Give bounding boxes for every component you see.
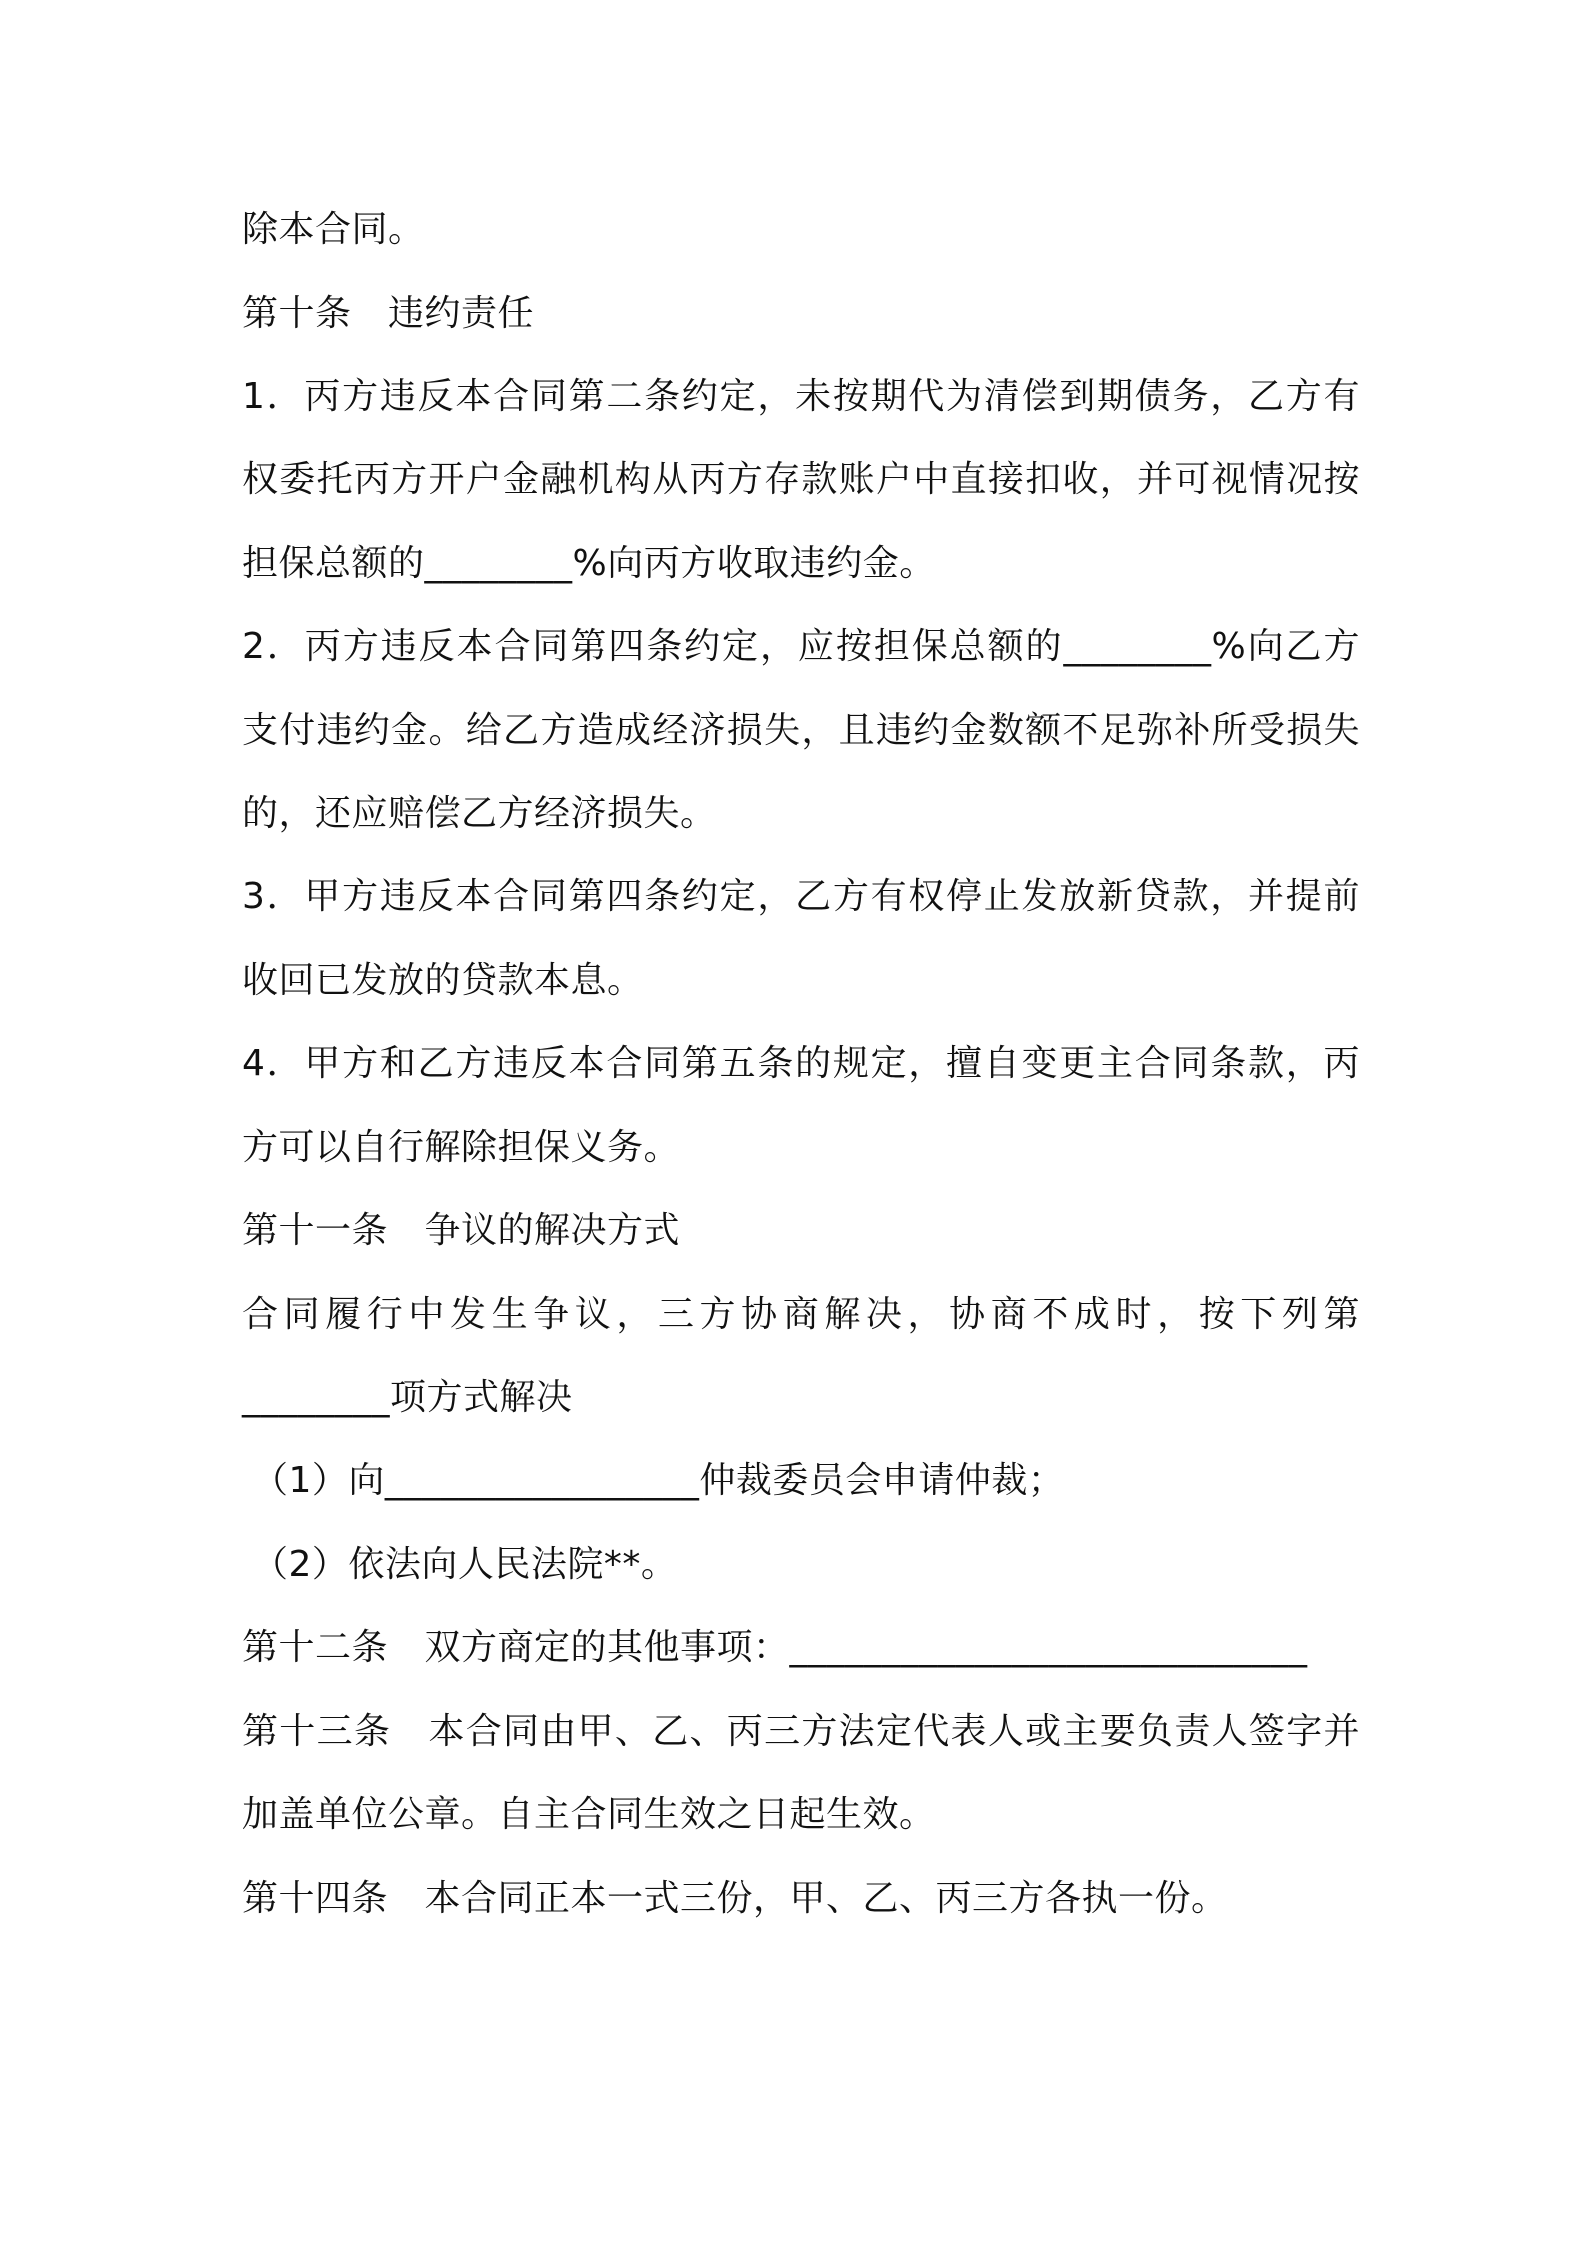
text-line: 权委托丙方开户金融机构从丙方存款账户中直接扣收，并可视情况按 [242, 459, 1360, 500]
text-line: 合同履行中发生争议，三方协商解决，协商不成时，按下列第 [242, 1294, 1360, 1335]
text-line: 的，还应赔偿乙方经济损失。 [242, 793, 717, 834]
text-line: 加盖单位公章。自主合同生效之日起生效。 [242, 1794, 936, 1835]
option-item: （1）向_________________仲裁委员会申请仲裁； [252, 1460, 1065, 1501]
option-item: （2）依法向人民法院**。 [252, 1544, 678, 1585]
text-line: 除本合同。 [242, 209, 425, 250]
text-line: 方可以自行解除担保义务。 [242, 1127, 681, 1168]
article-heading: 第十三条 本合同由甲、乙、丙三方法定代表人或主要负责人签字并 [242, 1711, 1360, 1752]
text-line: 3．甲方违反本合同第四条约定，乙方有权停止发放新贷款，并提前 [242, 876, 1360, 917]
article-heading: 第十四条 本合同正本一式三份，甲、乙、丙三方各执一份。 [242, 1878, 1228, 1919]
text-line: 支付违约金。给乙方造成经济损失，且违约金数额不足弥补所受损失 [242, 710, 1360, 751]
article-heading: 第十一条 争议的解决方式 [242, 1210, 681, 1251]
article-heading: 第十二条 双方商定的其他事项：____________________________ [242, 1627, 1308, 1668]
text-line: ________项方式解决 [242, 1377, 573, 1418]
text-line: 担保总额的________%向丙方收取违约金。 [242, 543, 936, 584]
text-line: 1．丙方违反本合同第二条约定，未按期代为清偿到期债务，乙方有 [242, 376, 1360, 417]
article-heading: 第十条 违约责任 [242, 293, 535, 334]
text-line: 2．丙方违反本合同第四条约定，应按担保总额的________%向乙方 [242, 626, 1360, 667]
text-line: 4．甲方和乙方违反本合同第五条的规定，擅自变更主合同条款，丙 [242, 1043, 1360, 1084]
text-line: 收回已发放的贷款本息。 [242, 960, 644, 1001]
